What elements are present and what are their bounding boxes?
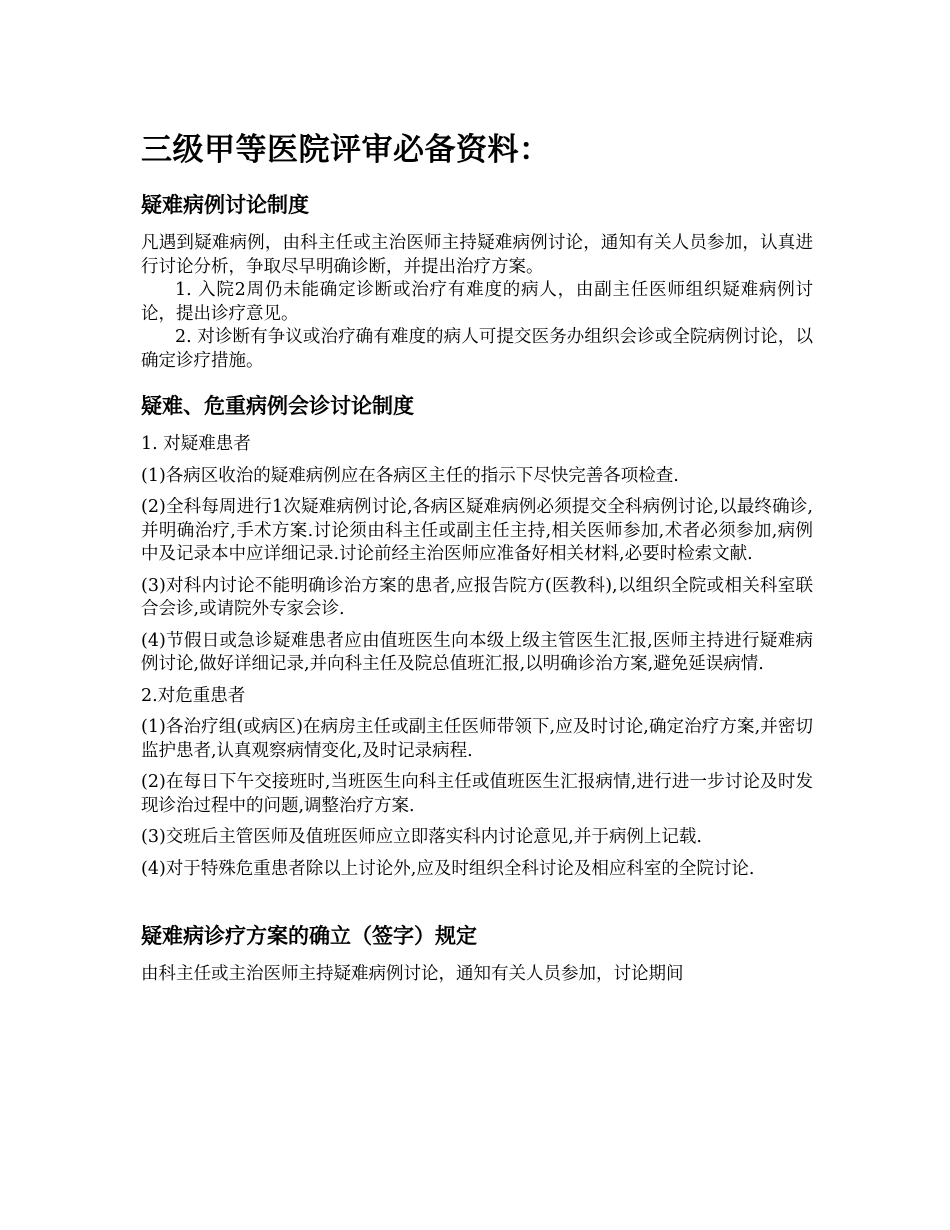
section-difficult-case-discussion [141, 190, 813, 373]
paragraph: (2)在每日下午交接班时,当班医生向科主任或值班医生汇报病情,进行进一步讨论及时发现诊治过程中的问题,调整治疗方案. [141, 772, 813, 816]
paragraph: (4)对于特殊危重患者除以上讨论外,应及时组织全科讨论及相应科室的全院讨论. [141, 858, 755, 879]
paragraph: (4)节假日或急诊疑难患者应由值班医生向本级上级主管医生汇报,医师主持进行疑难病例讨论,做好详细记录,并向科主任及院总值班汇报,以明确诊治方案,避免延误病情. [141, 630, 813, 674]
paragraph: (1)各治疗组(或病区)在病房主任或副主任医师带领下,应及时讨论,确定治疗方案,并密切监护患者,认真观察病情变化,及时记录病程. [141, 717, 813, 761]
paragraph: (3)交班后主管医师及值班医师应立即落实科内讨论意见,并于病例上记载. [141, 827, 702, 847]
section-heading: 疑难病诊疗方案的确立（签字）规定 [141, 923, 477, 948]
section-heading: 疑难病例讨论制度 [141, 192, 309, 217]
document-title: 三级甲等医院评审必备资料： [141, 132, 551, 168]
paragraph: 凡遇到疑难病例，由科主任或主治医师主持疑难病例讨论，通知有关人员参加，认真进行讨论分析，争取尽早明确诊断，并提出治疗方案。 [141, 233, 813, 277]
section-heading: 疑难、危重病例会诊讨论制度 [141, 393, 414, 418]
document-page [141, 128, 813, 1005]
paragraph: 2.对危重患者 [141, 685, 246, 706]
paragraph: 2. 对诊断有争议或治疗确有难度的病人可提交医务办组织会诊或全院病例讨论，以确定诊疗措施。 [141, 327, 813, 371]
paragraph: 1. 对疑难患者 [141, 434, 251, 454]
paragraph: 由科主任或主治医师主持疑难病例讨论，通知有关人员参加，讨论期间 [141, 964, 684, 984]
section-critical-case-consultation [141, 391, 813, 881]
paragraph: (1)各病区收治的疑难病例应在各病区主任的指示下尽快完善各项检查. [141, 465, 679, 486]
paragraph: (2)全科每周进行1次疑难病例讨论,各病区疑难病例必须提交全科病例讨论,以最终确诊,并明确治疗,手术方案.讨论须由科主任或副主任主持,相关医师参加,术者必须参加,病例中及记录本中应详细记录.讨论前经主治医师应准备好相关材料,必要时检索文献. [141, 497, 813, 564]
paragraph: (3)对科内讨论不能明确诊治方案的患者,应报告院方(医教科),以组织全院或相关科室联合会诊,或请院外专家会诊. [141, 575, 813, 619]
paragraph: 1. 入院2周仍未能确定诊断或治疗有难度的病人，由副主任医师组织疑难病例讨论，提出诊疗意见。 [141, 280, 813, 324]
section-diagnosis-plan-rules [141, 921, 813, 987]
